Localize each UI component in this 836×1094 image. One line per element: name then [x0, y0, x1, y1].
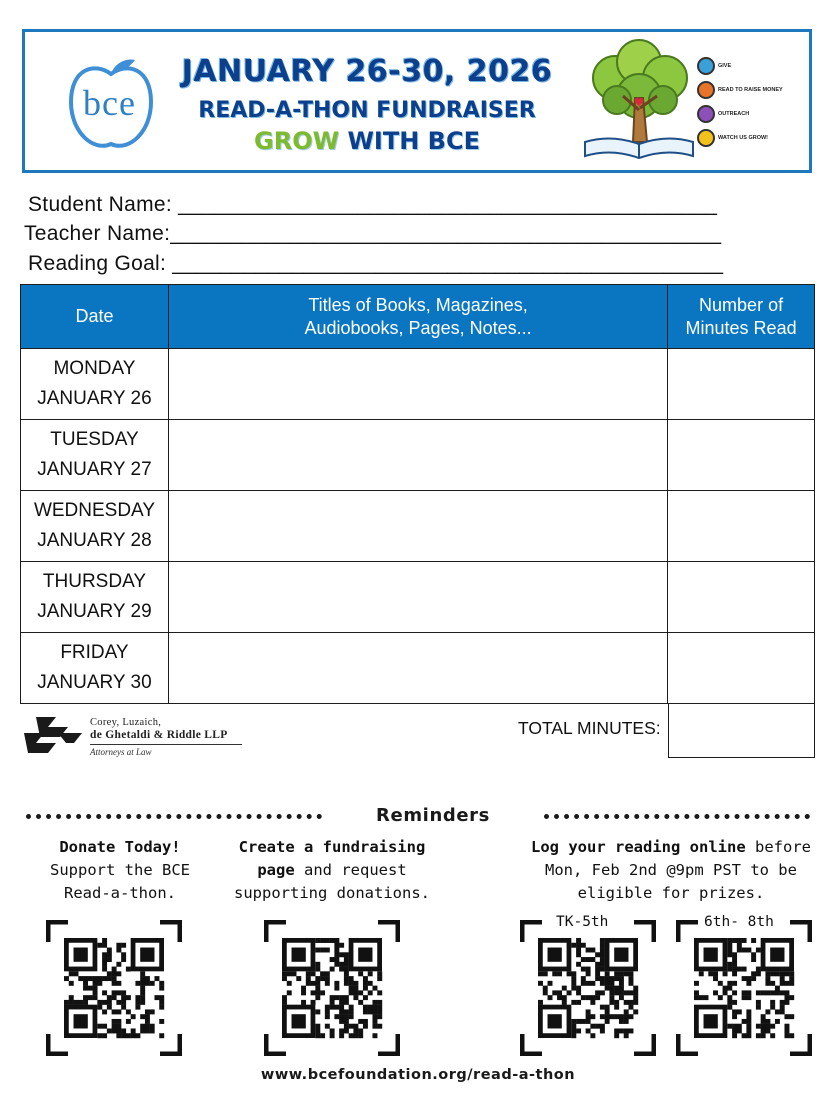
log-tk5-qr-code[interactable]: [520, 920, 656, 1056]
grow-icon: [697, 129, 715, 147]
sponsor-name-line1: Corey, Luzaich,: [90, 717, 162, 728]
row-date-tuesday: TUESDAY JANUARY 27: [21, 420, 169, 491]
sponsor-tagline: Attorneys at Law: [90, 747, 152, 757]
outreach-icon: [697, 105, 715, 123]
legend-item-read: READ TO RAISE MONEY: [697, 78, 809, 102]
reminders-divider-left: [26, 814, 322, 819]
header-banner: [22, 29, 812, 173]
titles-cell-thursday[interactable]: [168, 562, 667, 633]
sponsor-name-line2: de Ghetaldi & Riddle LLP: [90, 729, 228, 741]
sponsor-divider: [90, 744, 242, 745]
row-date-friday: FRIDAY JANUARY 30: [21, 633, 169, 704]
minutes-cell-thursday[interactable]: [668, 562, 815, 633]
reminders-title: Reminders: [376, 805, 490, 826]
minutes-cell-monday[interactable]: [668, 349, 815, 420]
total-minutes-label: TOTAL MINUTES:: [518, 718, 661, 738]
total-minutes-box[interactable]: [668, 703, 815, 758]
minutes-cell-wednesday[interactable]: [668, 491, 815, 562]
legend-item-grow: WATCH US GROW!: [697, 126, 809, 150]
titles-cell-tuesday[interactable]: [168, 420, 667, 491]
reading-goal-field[interactable]: Reading Goal: ______________________________________________: [28, 252, 724, 275]
legend-item-give: GIVE: [697, 54, 809, 78]
table-row: [21, 633, 815, 704]
donate-qr-code[interactable]: [46, 920, 182, 1056]
table-row: [21, 491, 815, 562]
sponsor-logo: [22, 713, 252, 761]
titles-cell-monday[interactable]: [168, 349, 667, 420]
minutes-cell-tuesday[interactable]: [668, 420, 815, 491]
minutes-cell-friday[interactable]: [668, 633, 815, 704]
fundraising-page-qr-code[interactable]: [264, 920, 400, 1056]
table-row: [21, 420, 815, 491]
table-row: [21, 562, 815, 633]
row-date-monday: MONDAY JANUARY 26: [21, 349, 169, 420]
titles-cell-friday[interactable]: [168, 633, 667, 704]
qr-label-tk5: TK-5th: [556, 914, 609, 930]
log-6to8-qr-code[interactable]: [676, 920, 812, 1056]
header-date: Date: [21, 285, 169, 349]
reading-log-table: [20, 284, 815, 704]
slogan-grow-word: GROW: [254, 127, 340, 155]
row-date-wednesday: WEDNESDAY JANUARY 28: [21, 491, 169, 562]
sponsor-mark-icon: [22, 715, 84, 755]
event-subtitle: READ-A-THON FUNDRAISER: [198, 98, 536, 123]
slogan-rest: WITH BCE: [339, 127, 480, 155]
reminders-divider-right: [544, 814, 810, 819]
event-dates-title: JANUARY 26-30, 2026: [181, 54, 553, 89]
teacher-name-field[interactable]: Teacher Name:______________________________________________: [24, 222, 722, 245]
fundraising-page-reminder: Create a fundraising page and request supporting donations.: [234, 838, 430, 902]
donate-reminder: Donate Today! Support the BCE Read-a-thon.: [50, 838, 190, 902]
header-minutes: Number of Minutes Read: [668, 285, 815, 349]
book-icon: [697, 81, 715, 99]
foundation-url[interactable]: www.bcefoundation.org/read-a-thon: [260, 1067, 576, 1083]
row-date-thursday: THURSDAY JANUARY 29: [21, 562, 169, 633]
student-name-field[interactable]: Student Name: _____________________________________________: [28, 193, 718, 216]
bce-logo-text: bce: [83, 83, 136, 123]
give-icon: [697, 57, 715, 75]
header-titles: Titles of Books, Magazines, Audiobooks, Pages, Notes...: [168, 285, 667, 349]
pillars-legend: [697, 54, 809, 150]
qr-label-6to8: 6th- 8th: [704, 914, 774, 930]
tree-book-illustration: [577, 38, 701, 166]
legend-item-outreach: OUTREACH: [697, 102, 809, 126]
table-row: [21, 349, 815, 420]
event-slogan: [167, 127, 567, 155]
table-header-row: [21, 285, 815, 349]
log-reading-reminder: Log your reading online before Mon, Feb 2nd @9pm PST to be eligible for prizes.: [531, 838, 811, 902]
titles-cell-wednesday[interactable]: [168, 491, 667, 562]
